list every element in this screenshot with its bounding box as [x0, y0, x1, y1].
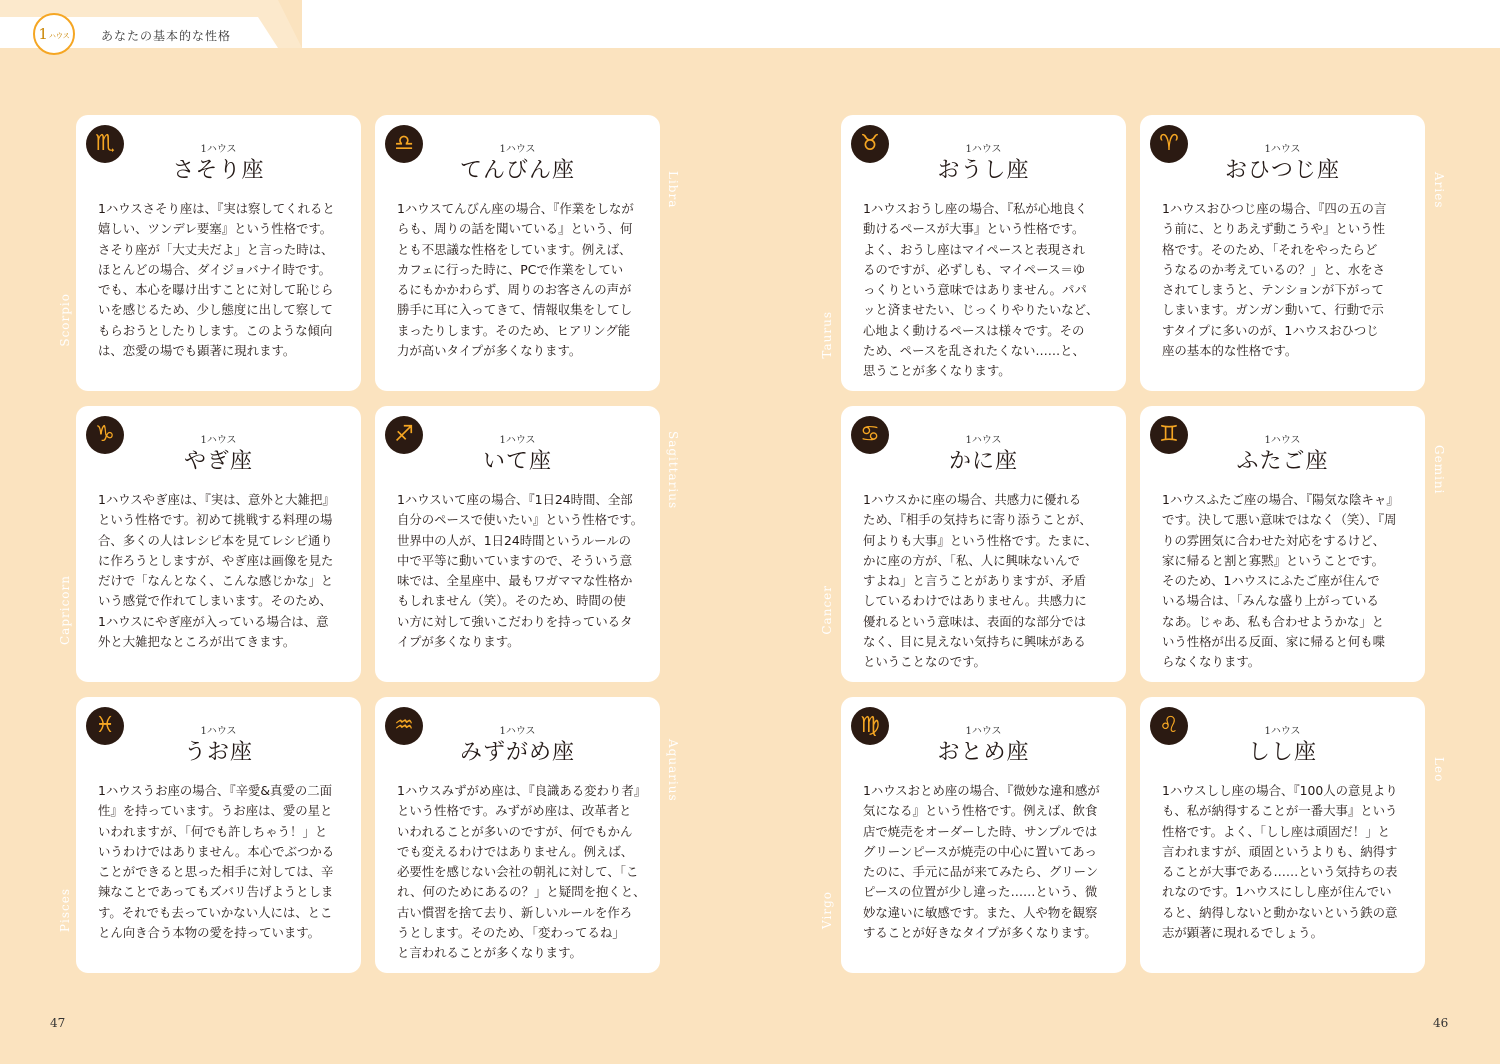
- card-subtitle: 1ハウス: [200, 726, 237, 737]
- latin-name: Virgo: [820, 891, 834, 929]
- card-body-line: 自分のペースで使いたい』という性格です。: [397, 512, 644, 528]
- card-body-line: ッと済ませたい、じっくりやりたいなど、: [863, 302, 1099, 318]
- card-body: [397, 781, 647, 964]
- card-body-line: れなのです。1ハウスにしし座が住んでい: [1162, 884, 1392, 900]
- card-body-line: 1ハウスおうし座の場合、『私が心地良く: [863, 201, 1088, 216]
- card-body-line: いる場合は、「みんな盛り上がっている: [1162, 593, 1379, 609]
- side-label-sagittarius: [658, 400, 688, 540]
- libra-icon: ♎: [385, 125, 423, 163]
- card-subtitle: 1ハウス: [200, 144, 237, 155]
- card-body-line: いを感じるため、少し態度に出して察して: [98, 302, 333, 318]
- card-body-line: す。それでも去っていかない人には、とこ: [98, 904, 333, 920]
- card-subtitle: 1ハウス: [200, 435, 237, 446]
- card-body-line: 性格です。よく、「しし座は頑固だ！」と: [1162, 823, 1390, 839]
- card-body-line: でも変えるわけではありません。例えば、: [397, 843, 634, 859]
- card-title: やぎ座: [183, 449, 253, 474]
- latin-name: Scorpio: [58, 293, 72, 347]
- card-title: かに座: [948, 449, 1018, 474]
- card-body-line: 勝手に耳に入ってきて、情報収集をしてし: [397, 302, 633, 318]
- card-body-line: 外と大雑把なところが出てきます。: [98, 634, 296, 650]
- card-scorpio: [76, 115, 361, 391]
- latin-name: Aquarius: [666, 738, 680, 802]
- card-body-line: です。決して悪い意味ではなく（笑）、『周: [1162, 512, 1397, 528]
- card-body: [98, 490, 343, 652]
- card-subtitle: 1ハウス: [965, 435, 1002, 446]
- card-title: さそり座: [172, 158, 265, 183]
- house-number: 1: [38, 25, 48, 43]
- card-body-line: い方に対して強いこだわりを持っているタ: [397, 613, 633, 629]
- card-gemini: [1140, 406, 1425, 682]
- card-body-line: るのですが、必ずしも、マイペース＝ゆ: [863, 261, 1086, 277]
- card-title: みずがめ座: [459, 740, 575, 765]
- card-body-line: イプが多くなります。: [397, 634, 520, 650]
- card-body-line: 気になる』という性格です。例えば、飲食: [863, 803, 1098, 819]
- side-label-taurus: [812, 265, 842, 405]
- card-body-line: 優れるという意味は、表面的な部分では: [863, 613, 1087, 629]
- card-body-line: よく、おうし座はマイペースと表現され: [863, 241, 1085, 257]
- card-body-line: たのに、手元に品が来てみたら、グリーン: [863, 864, 1099, 880]
- card-body-line: 1ハウスかに座の場合、共感力に優れる: [863, 492, 1082, 507]
- sagittarius-icon: ♐: [385, 416, 423, 454]
- card-body-line: 妙な違いに敏感です。また、人や物を観察: [863, 904, 1098, 920]
- card-body-line: すよね」と言うことがありますが、矛盾: [863, 573, 1087, 589]
- latin-name: Leo: [1432, 757, 1446, 783]
- card-body-line: 性』を持っています。うお座は、愛の星と: [98, 803, 333, 819]
- card-taurus: [841, 115, 1126, 391]
- card-subtitle: 1ハウス: [1264, 435, 1301, 446]
- card-body-line: 必要性を感じない会社の朝礼に対して、「こ: [397, 864, 639, 880]
- card-body-line: ため、『相手の気持ちに寄り添うことが、: [863, 512, 1092, 528]
- card-body: [863, 199, 1108, 382]
- card-body-line: ることが大事である……という気持ちの表: [1162, 864, 1398, 880]
- card-body-line: なあ。じゃあ、私も合わせようかな」と: [1162, 613, 1385, 629]
- latin-name: Gemini: [1432, 445, 1446, 495]
- card-body-line: とん向き合う本物の愛を持っています。: [98, 925, 321, 941]
- card-body-line: 1ハウスにやぎ座が入っている場合は、意: [98, 613, 329, 629]
- card-body-line: だけで「なんとなく、こんな感じかな」と: [98, 573, 334, 589]
- card-subtitle: 1ハウス: [499, 144, 536, 155]
- card-body-line: 志が顕著に現れるでしょう。: [1162, 925, 1323, 941]
- card-body-line: ピースの位置が少し違った……という、微: [863, 884, 1098, 900]
- card-body-line: という性格です。みずがめ座は、改革者と: [397, 803, 632, 819]
- virgo-icon: ♍: [851, 707, 889, 745]
- card-body-line: れ、何のためにあるの？」と疑問を抱くと、: [397, 884, 646, 900]
- gemini-icon: ♊: [1150, 416, 1188, 454]
- card-body-line: という性格です。初めて挑戦する料理の場: [98, 512, 333, 528]
- card-subtitle: 1ハウス: [965, 726, 1002, 737]
- card-virgo: [841, 697, 1126, 973]
- card-subtitle: 1ハウス: [1264, 144, 1301, 155]
- card-body-line: でも、本心を曝け出すことに対して恥じら: [98, 282, 334, 298]
- card-aries: [1140, 115, 1425, 391]
- card-body-line: は、恋愛の場でも顕著に現れます。: [98, 343, 296, 359]
- card-body-line: 1ハウスてんびん座の場合、『作業をしなが: [397, 201, 634, 216]
- card-body-line: りの雰囲気に合わせた対応をするけど、: [1162, 532, 1386, 548]
- card-body-line: 1ハウスさそり座は、『実は察してくれると: [98, 201, 335, 216]
- card-title: ふたご座: [1236, 449, 1329, 474]
- card-body-line: 1ハウスおひつじ座の場合、『四の五の言: [1162, 201, 1387, 216]
- card-body-line: もらおうとしたりします。このような傾向: [98, 322, 333, 338]
- page-number-left: 47: [50, 1016, 66, 1030]
- card-body-line: 辣なことであってもズバリ告げようとしま: [98, 884, 334, 900]
- card-body: [1162, 199, 1407, 361]
- card-body-line: いうわけではありません。本心でぶつかる: [98, 843, 335, 859]
- card-title: おとめ座: [937, 740, 1030, 765]
- card-body-line: いわれますが、「何でも許しちゃう！」と: [98, 823, 328, 839]
- card-body-line: 1ハウスうお座の場合、『辛愛&真愛の二面: [98, 783, 333, 798]
- card-body-line: かに座の方が、「私、人に興味ないんで: [863, 552, 1080, 568]
- card-body-line: 中で平等に動いていますので、そういう意: [397, 552, 633, 568]
- header-bar: [0, 0, 1500, 48]
- card-subtitle: 1ハウス: [499, 726, 536, 737]
- latin-name: Libra: [666, 171, 680, 209]
- card-body-line: されてしまうと、テンションが下がって: [1162, 282, 1384, 298]
- card-body: [397, 199, 642, 361]
- card-subtitle: 1ハウス: [499, 435, 536, 446]
- side-label-gemini: [1424, 400, 1454, 540]
- card-body-line: 格です。そのため、「それをやったらど: [1162, 241, 1378, 257]
- side-label-aries: [1424, 120, 1454, 260]
- leo-icon: ♌: [1150, 707, 1188, 745]
- latin-name: Capricorn: [58, 574, 72, 645]
- card-body-line: ると、納得しないと動かないという鉄の意: [1162, 904, 1398, 920]
- card-body-line: グリーンピースが焼売の中心に置いてあっ: [863, 843, 1097, 859]
- card-body-line: に作ろうとしますが、やぎ座は画像を見た: [98, 552, 334, 568]
- card-body-line: っくりという意味ではありません。パパ: [863, 282, 1087, 298]
- card-body-line: 合、多くの人はレシピ本を見てレシピ通り: [98, 532, 333, 548]
- card-cancer: [841, 406, 1126, 682]
- card-subtitle: 1ハウス: [965, 144, 1002, 155]
- card-leo: [1140, 697, 1425, 973]
- card-body-line: 1ハウスおとめ座の場合、『微妙な違和感が: [863, 783, 1100, 798]
- side-label-leo: [1424, 700, 1454, 840]
- card-body-line: うとします。そのため、「変わってるね」: [397, 925, 625, 941]
- card-aquarius: [375, 697, 660, 973]
- card-body: [1162, 490, 1407, 673]
- card-body-line: 動けるペースが大事』という性格です。: [863, 221, 1085, 237]
- latin-name: Pisces: [58, 887, 72, 933]
- card-title: しし座: [1247, 740, 1317, 765]
- card-body-line: 店で焼売をオーダーした時、サンプルでは: [863, 823, 1098, 839]
- card-body-line: 思うことが多くなります。: [863, 363, 1011, 379]
- card-body-line: しまいます。ガンガン動いて、行動で示: [1162, 302, 1384, 318]
- card-title: いて座: [482, 449, 552, 474]
- page-number-right: 46: [1433, 1016, 1449, 1030]
- scorpio-icon: ♏: [86, 125, 124, 163]
- card-body: [98, 199, 343, 361]
- card-body-line: 1ハウスふたご座の場合、『陽気な陰キャ』: [1162, 492, 1399, 507]
- card-title: うお座: [183, 740, 253, 765]
- card-body-line: 力が高いタイプが多くなります。: [397, 343, 582, 359]
- card-body-line: すタイプに多いのが、1ハウスおひつじ: [1162, 322, 1379, 338]
- card-body-line: ため、ペースを乱されたくない……と、: [863, 343, 1085, 359]
- card-body-line: カフェに行った時に、PCで作業をしてい: [397, 261, 624, 277]
- latin-name: Cancer: [820, 585, 834, 635]
- card-body: [98, 781, 343, 943]
- card-body: [397, 490, 642, 652]
- card-body-line: さそり座が「大丈夫だよ」と言った時は、: [98, 241, 334, 257]
- card-body-line: することが好きなタイプが多くなります。: [863, 925, 1097, 941]
- side-label-virgo: [812, 840, 842, 980]
- card-body-line: 嬉しい、ツンデレ要塞』という性格です。: [98, 221, 333, 237]
- side-label-libra: [658, 120, 688, 260]
- card-body-line: 1ハウスやぎ座は、『実は、意外と大雑把』: [98, 492, 335, 507]
- card-body-line: 世界中の人が、1日24時間というルールの: [397, 532, 632, 548]
- card-body: [863, 490, 1108, 673]
- card-body-line: ということなのです。: [863, 654, 986, 670]
- card-body-line: なく、目に見えない気持ちに興味がある: [863, 634, 1086, 650]
- page-title: あなたの基本的な性格: [101, 29, 232, 43]
- card-body-line: いう性格が出る反面、家に帰ると何も喋: [1162, 634, 1386, 650]
- card-subtitle: 1ハウス: [1264, 726, 1301, 737]
- card-body-line: 1ハウスみずがめ座は、『良識ある変わり者』: [397, 783, 647, 798]
- card-pisces: [76, 697, 361, 973]
- aries-icon: ♈: [1150, 125, 1188, 163]
- cancer-icon: ♋: [851, 416, 889, 454]
- capricorn-icon: ♑: [86, 416, 124, 454]
- card-body-line: らも、周りの話を聞いている』という、何: [397, 221, 633, 237]
- card-body-line: いう感覚で作れてしまいます。そのため、: [98, 593, 332, 609]
- pisces-icon: ♓: [86, 707, 124, 745]
- card-title: おひつじ座: [1224, 158, 1340, 183]
- card-libra: [375, 115, 660, 391]
- side-label-cancer: [812, 540, 842, 680]
- card-body-line: 1ハウスしし座の場合、『100人の意見より: [1162, 783, 1398, 798]
- card-body-line: 1ハウスいて座の場合、『1日24時間、全部: [397, 492, 633, 507]
- latin-name: Taurus: [820, 311, 834, 359]
- card-body-line: と言われることが多くなります。: [397, 945, 582, 961]
- card-body-line: う前に、とりあえず動こうや』という性: [1162, 221, 1386, 237]
- card-body-line: 座の基本的な性格です。: [1162, 343, 1298, 359]
- card-body-line: とも不思議な性格をしています。例えば、: [397, 241, 632, 257]
- card-body-line: 何よりも大事』という性格です。たまに、: [863, 532, 1098, 548]
- aquarius-icon: ♒: [385, 707, 423, 745]
- card-body-line: るにもかかわらず、周りのお客さんの声が: [397, 282, 632, 298]
- house-badge: [33, 13, 75, 55]
- house-label: ハウス: [48, 31, 70, 40]
- card-capricorn: [76, 406, 361, 682]
- card-body-line: 味では、全星座中、最もワガママな性格か: [397, 573, 633, 589]
- card-sagittarius: [375, 406, 660, 682]
- card-title: てんびん座: [459, 158, 575, 183]
- card-body: [1162, 781, 1407, 943]
- card-body-line: 家に帰ると割と寡黙』ということです。: [1162, 552, 1385, 568]
- card-body-line: ほとんどの場合、ダイジョバナイ時です。: [98, 261, 332, 277]
- card-title: おうし座: [937, 158, 1030, 183]
- side-label-aquarius: [658, 700, 688, 840]
- card-body-line: そのため、1ハウスにふたご座が住んで: [1162, 573, 1380, 589]
- latin-name: Sagittarius: [666, 430, 680, 510]
- card-body-line: うなるのか考えているの？」と、水をさ: [1162, 261, 1386, 277]
- card-body-line: まったりします。そのため、ヒアリング能: [397, 322, 631, 338]
- card-body-line: らなくなります。: [1162, 654, 1261, 670]
- card-body-line: 古い慣習を捨て去り、新しいルールを作ろ: [397, 904, 633, 920]
- card-body-line: いわれることが多いのですが、何でもかん: [397, 823, 633, 839]
- latin-name: Aries: [1432, 171, 1446, 209]
- card-body-line: ことができると思った相手に対しては、辛: [98, 864, 334, 880]
- card-body-line: 言われますが、頑固というよりも、納得す: [1162, 843, 1398, 859]
- card-body-line: しているわけではありません。共感力に: [863, 593, 1087, 609]
- card-body-line: 心地よく動けるペースは様々です。その: [863, 322, 1085, 338]
- card-body: [863, 781, 1108, 943]
- card-body-line: も、私が納得することが一番大事』という: [1162, 803, 1398, 819]
- card-body-line: もしれません（笑）。そのため、時間の使: [397, 593, 626, 609]
- taurus-icon: ♉: [851, 125, 889, 163]
